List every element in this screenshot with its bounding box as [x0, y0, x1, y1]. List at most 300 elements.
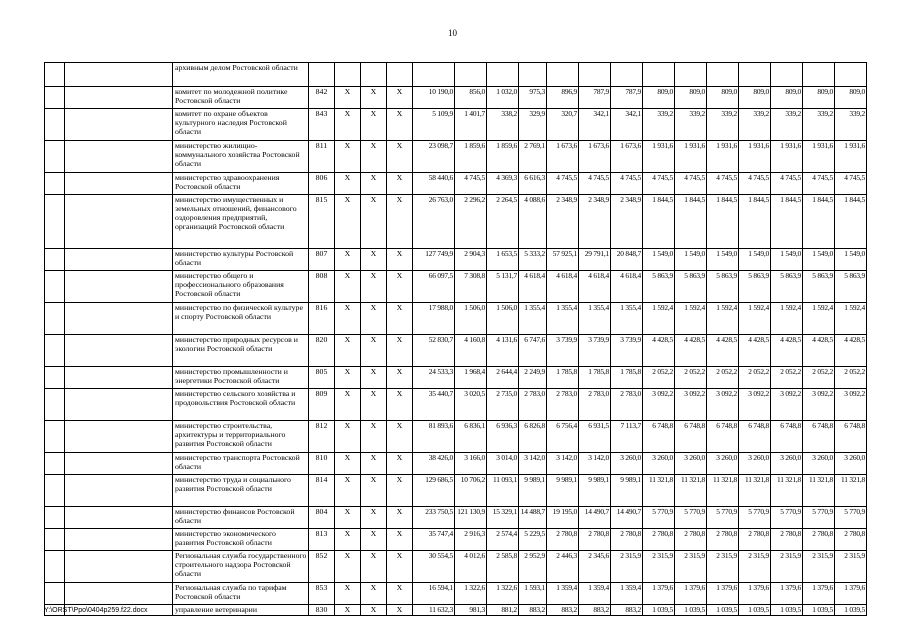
x-cell: X — [335, 109, 361, 141]
value-cell: 11 321,8 — [707, 475, 739, 507]
value-cell: 2 315,9 — [611, 551, 643, 583]
value-cell: 1 506,0 — [487, 303, 519, 335]
table-row — [45, 173, 867, 195]
value-cell: 4 012,6 — [455, 551, 487, 583]
value-cell: 3 092,2 — [675, 389, 707, 421]
value-cell: 2 315,9 — [707, 551, 739, 583]
value-cell: 883,2 — [547, 605, 579, 616]
value-cell: 1 931,6 — [675, 141, 707, 173]
x-cell: X — [361, 507, 387, 529]
table-row — [45, 507, 867, 529]
value-cell: 2 052,2 — [835, 367, 867, 389]
blank-cell — [65, 195, 173, 249]
value-cell: 1 673,6 — [547, 141, 579, 173]
value-cell: 1 355,4 — [519, 303, 547, 335]
value-cell: 6 616,3 — [519, 173, 547, 195]
value-cell: 883,2 — [611, 605, 643, 616]
value-cell: 10 190,0 — [413, 87, 455, 109]
value-cell: 4 428,5 — [739, 335, 771, 367]
x-cell: X — [335, 507, 361, 529]
organization-name-cell: управление ветеринарии — [173, 605, 309, 616]
value-cell: 1 379,6 — [739, 583, 771, 605]
value-cell: 1 785,8 — [611, 367, 643, 389]
value-cell: 1 039,5 — [707, 605, 739, 616]
blank-cell — [65, 583, 173, 605]
value-cell: 1 931,6 — [643, 141, 675, 173]
x-cell: X — [335, 87, 361, 109]
x-cell: X — [361, 551, 387, 583]
value-cell: 127 749,9 — [413, 249, 455, 271]
blank-cell — [45, 87, 65, 109]
value-cell: 1 355,4 — [579, 303, 611, 335]
value-cell: 2 780,8 — [547, 529, 579, 551]
value-cell: 1 032,0 — [487, 87, 519, 109]
value-cell: 2 315,9 — [739, 551, 771, 583]
value-cell: 2 345,6 — [579, 551, 611, 583]
value-cell: 1 592,4 — [739, 303, 771, 335]
value-cell: 5 863,9 — [771, 271, 803, 303]
blank-cell — [45, 63, 65, 87]
value-cell: 4 618,4 — [547, 271, 579, 303]
table-row — [45, 389, 867, 421]
x-cell: X — [387, 271, 413, 303]
code-cell — [309, 63, 335, 87]
x-cell: X — [361, 605, 387, 616]
blank-cell — [45, 421, 65, 453]
x-cell: X — [361, 367, 387, 389]
organization-name-cell: министерство по физической культуре и спорту Ростовской области — [173, 303, 309, 335]
value-cell: 1 549,0 — [771, 249, 803, 271]
organization-name-cell: комитет по охране объектов культурного наследия Ростовской области — [173, 109, 309, 141]
value-cell: 4 131,6 — [487, 335, 519, 367]
value-cell: 14 488,7 — [519, 507, 547, 529]
code-cell: 853 — [309, 583, 335, 605]
value-cell: 975,3 — [519, 87, 547, 109]
table-row — [45, 195, 867, 249]
value-cell: 1 931,6 — [771, 141, 803, 173]
value-cell — [487, 63, 519, 87]
value-cell: 4 618,4 — [519, 271, 547, 303]
value-cell: 5 863,9 — [643, 271, 675, 303]
table-row — [45, 109, 867, 141]
x-cell: X — [335, 271, 361, 303]
x-cell: X — [335, 475, 361, 507]
value-cell: 1 379,6 — [803, 583, 835, 605]
value-cell: 1 844,5 — [803, 195, 835, 249]
value-cell: 6 931,5 — [579, 421, 611, 453]
value-cell: 2 769,1 — [519, 141, 547, 173]
organization-name-cell: министерство транспорта Ростовской области — [173, 453, 309, 475]
value-cell: 9 989,1 — [547, 475, 579, 507]
blank-cell — [65, 475, 173, 507]
organization-name-cell: министерство жилищно-коммунального хозяйства Ростовской области — [173, 141, 309, 173]
value-cell: 3 739,9 — [611, 335, 643, 367]
x-cell: X — [335, 141, 361, 173]
organization-name-cell: министерство экономического развития Ростовской области — [173, 529, 309, 551]
value-cell: 787,9 — [579, 87, 611, 109]
value-cell: 6 748,8 — [707, 421, 739, 453]
value-cell: 4 745,5 — [579, 173, 611, 195]
table-row — [45, 63, 867, 87]
blank-cell — [65, 389, 173, 421]
x-cell: X — [361, 453, 387, 475]
x-cell: X — [335, 389, 361, 421]
value-cell: 2 315,9 — [835, 551, 867, 583]
x-cell: X — [387, 303, 413, 335]
value-cell: 2 780,8 — [643, 529, 675, 551]
value-cell: 11 321,8 — [803, 475, 835, 507]
value-cell: 1 931,6 — [707, 141, 739, 173]
value-cell: 11 321,8 — [643, 475, 675, 507]
code-cell: 804 — [309, 507, 335, 529]
value-cell: 1 593,1 — [519, 583, 547, 605]
value-cell: 2 315,9 — [675, 551, 707, 583]
value-cell: 1 844,5 — [675, 195, 707, 249]
value-cell: 1 039,5 — [835, 605, 867, 616]
blank-cell — [45, 389, 65, 421]
value-cell: 1 355,4 — [611, 303, 643, 335]
value-cell: 6 747,6 — [519, 335, 547, 367]
value-cell: 1 592,4 — [803, 303, 835, 335]
value-cell: 1 039,5 — [771, 605, 803, 616]
x-cell: X — [361, 87, 387, 109]
value-cell: 5 863,9 — [675, 271, 707, 303]
value-cell: 1 592,4 — [675, 303, 707, 335]
value-cell: 1 549,0 — [835, 249, 867, 271]
value-cell: 809,0 — [771, 87, 803, 109]
blank-cell — [45, 583, 65, 605]
table-row — [45, 475, 867, 507]
blank-cell — [65, 507, 173, 529]
table-row — [45, 271, 867, 303]
value-cell: 856,0 — [455, 87, 487, 109]
value-cell — [707, 63, 739, 87]
value-cell: 1 039,5 — [739, 605, 771, 616]
value-cell: 4 745,5 — [643, 173, 675, 195]
code-cell: 810 — [309, 453, 335, 475]
value-cell: 14 490,7 — [611, 507, 643, 529]
value-cell: 1 359,4 — [579, 583, 611, 605]
code-cell: 806 — [309, 173, 335, 195]
file-path: Y:\ORST\Ppo\0404p259.f22.docx — [44, 607, 148, 614]
code-cell: 814 — [309, 475, 335, 507]
organization-name-cell: Региональная служба по тарифам Ростовской области — [173, 583, 309, 605]
x-cell: X — [387, 475, 413, 507]
value-cell: 6 836,1 — [455, 421, 487, 453]
value-cell: 4 745,5 — [771, 173, 803, 195]
table-body — [45, 63, 867, 616]
value-cell: 4 745,5 — [835, 173, 867, 195]
value-cell: 2 952,9 — [519, 551, 547, 583]
value-cell: 1 401,7 — [455, 109, 487, 141]
value-cell: 3 092,2 — [803, 389, 835, 421]
value-cell: 2 780,8 — [579, 529, 611, 551]
value-cell: 1 859,6 — [487, 141, 519, 173]
value-cell: 5 333,2 — [519, 249, 547, 271]
blank-cell — [45, 141, 65, 173]
organization-name-cell: министерство природных ресурсов и экологии Ростовской области — [173, 335, 309, 367]
value-cell: 339,2 — [707, 109, 739, 141]
value-cell — [455, 63, 487, 87]
x-cell: X — [387, 141, 413, 173]
value-cell: 30 554,5 — [413, 551, 455, 583]
value-cell: 3 092,2 — [771, 389, 803, 421]
value-cell: 11 321,8 — [739, 475, 771, 507]
x-cell: X — [387, 367, 413, 389]
value-cell: 19 195,0 — [547, 507, 579, 529]
value-cell: 1 039,5 — [675, 605, 707, 616]
value-cell: 1 968,4 — [455, 367, 487, 389]
value-cell: 3 092,2 — [739, 389, 771, 421]
value-cell: 2 315,9 — [643, 551, 675, 583]
value-cell: 2 780,8 — [803, 529, 835, 551]
value-cell: 81 893,6 — [413, 421, 455, 453]
value-cell: 5 229,5 — [519, 529, 547, 551]
code-cell: 809 — [309, 389, 335, 421]
value-cell: 5 770,9 — [707, 507, 739, 529]
value-cell: 2 052,2 — [771, 367, 803, 389]
value-cell: 329,9 — [519, 109, 547, 141]
value-cell: 2 780,8 — [675, 529, 707, 551]
x-cell: X — [335, 335, 361, 367]
blank-cell — [45, 475, 65, 507]
value-cell: 1 379,6 — [643, 583, 675, 605]
value-cell: 1 844,5 — [739, 195, 771, 249]
value-cell: 5 863,9 — [835, 271, 867, 303]
value-cell: 5 863,9 — [803, 271, 835, 303]
x-cell: X — [335, 529, 361, 551]
x-cell: X — [335, 453, 361, 475]
value-cell: 809,0 — [739, 87, 771, 109]
value-cell: 233 750,5 — [413, 507, 455, 529]
value-cell: 6 748,8 — [803, 421, 835, 453]
value-cell: 3 092,2 — [643, 389, 675, 421]
value-cell: 3 260,0 — [803, 453, 835, 475]
value-cell: 1 592,4 — [707, 303, 739, 335]
value-cell: 57 925,1 — [547, 249, 579, 271]
value-cell: 2 052,2 — [675, 367, 707, 389]
x-cell: X — [387, 453, 413, 475]
value-cell: 6 936,3 — [487, 421, 519, 453]
value-cell: 339,2 — [771, 109, 803, 141]
blank-cell — [45, 173, 65, 195]
blank-cell — [65, 173, 173, 195]
x-cell: X — [361, 195, 387, 249]
organization-name-cell: министерство общего и профессионального образования Ростовской области — [173, 271, 309, 303]
blank-cell — [45, 249, 65, 271]
value-cell: 4 428,5 — [707, 335, 739, 367]
x-cell: X — [387, 389, 413, 421]
value-cell: 1 785,8 — [579, 367, 611, 389]
value-cell: 1 549,0 — [803, 249, 835, 271]
table-row — [45, 605, 867, 616]
value-cell: 1 931,6 — [803, 141, 835, 173]
value-cell: 1 359,4 — [547, 583, 579, 605]
value-cell: 3 142,0 — [579, 453, 611, 475]
value-cell: 4 369,3 — [487, 173, 519, 195]
x-cell: X — [335, 195, 361, 249]
blank-cell — [45, 271, 65, 303]
value-cell: 1 379,6 — [771, 583, 803, 605]
x-cell: X — [361, 271, 387, 303]
value-cell: 3 020,5 — [455, 389, 487, 421]
organization-name-cell: Региональная служба государственного строительного надзора Ростовской области — [173, 551, 309, 583]
value-cell: 809,0 — [675, 87, 707, 109]
value-cell: 3 260,0 — [611, 453, 643, 475]
x-cell: X — [387, 195, 413, 249]
value-cell: 23 098,7 — [413, 141, 455, 173]
x-cell: X — [361, 109, 387, 141]
value-cell: 17 988,0 — [413, 303, 455, 335]
value-cell: 809,0 — [643, 87, 675, 109]
value-cell: 4 745,5 — [803, 173, 835, 195]
value-cell: 787,9 — [611, 87, 643, 109]
value-cell: 342,1 — [611, 109, 643, 141]
value-cell: 1 653,5 — [487, 249, 519, 271]
value-cell: 1 785,8 — [547, 367, 579, 389]
value-cell: 4 745,5 — [739, 173, 771, 195]
value-cell: 3 166,0 — [455, 453, 487, 475]
value-cell — [803, 63, 835, 87]
value-cell: 2 348,9 — [579, 195, 611, 249]
value-cell: 3 260,0 — [643, 453, 675, 475]
x-cell: X — [335, 173, 361, 195]
x-cell: X — [361, 529, 387, 551]
table-row — [45, 551, 867, 583]
value-cell: 3 739,9 — [579, 335, 611, 367]
value-cell: 3 260,0 — [835, 453, 867, 475]
organization-name-cell: комитет по молодежной политике Ростовской области — [173, 87, 309, 109]
organization-name-cell: министерство сельского хозяйства и продовольствия Ростовской области — [173, 389, 309, 421]
value-cell: 4 160,8 — [455, 335, 487, 367]
table-row — [45, 335, 867, 367]
value-cell: 2 644,4 — [487, 367, 519, 389]
x-cell: X — [361, 335, 387, 367]
value-cell: 2 916,3 — [455, 529, 487, 551]
x-cell: X — [387, 87, 413, 109]
table-row — [45, 421, 867, 453]
value-cell — [519, 63, 547, 87]
blank-cell — [45, 367, 65, 389]
blank-cell — [65, 335, 173, 367]
value-cell: 2 780,8 — [739, 529, 771, 551]
table-row — [45, 453, 867, 475]
value-cell: 2 574,4 — [487, 529, 519, 551]
value-cell: 3 014,0 — [487, 453, 519, 475]
value-cell: 1 673,6 — [611, 141, 643, 173]
code-cell: 816 — [309, 303, 335, 335]
blank-cell — [45, 453, 65, 475]
value-cell: 29 791,1 — [579, 249, 611, 271]
x-cell: X — [335, 303, 361, 335]
value-cell: 4 745,5 — [675, 173, 707, 195]
value-cell: 3 260,0 — [739, 453, 771, 475]
value-cell: 9 989,1 — [611, 475, 643, 507]
x-cell: X — [387, 421, 413, 453]
code-cell: 811 — [309, 141, 335, 173]
value-cell: 1 859,6 — [455, 141, 487, 173]
value-cell — [579, 63, 611, 87]
value-cell: 11 093,1 — [487, 475, 519, 507]
value-cell: 14 490,7 — [579, 507, 611, 529]
value-cell: 2 052,2 — [707, 367, 739, 389]
code-cell: 820 — [309, 335, 335, 367]
value-cell: 4 428,5 — [675, 335, 707, 367]
x-cell: X — [361, 475, 387, 507]
blank-cell — [45, 507, 65, 529]
value-cell: 339,2 — [835, 109, 867, 141]
organization-name-cell: министерство финансов Ростовской области — [173, 507, 309, 529]
value-cell: 4 745,5 — [707, 173, 739, 195]
value-cell: 2 249,9 — [519, 367, 547, 389]
code-cell: 815 — [309, 195, 335, 249]
value-cell: 1 379,6 — [835, 583, 867, 605]
x-cell: X — [361, 421, 387, 453]
value-cell: 883,2 — [519, 605, 547, 616]
code-cell: 843 — [309, 109, 335, 141]
table-row — [45, 303, 867, 335]
value-cell: 4 088,6 — [519, 195, 547, 249]
blank-cell — [65, 271, 173, 303]
value-cell: 339,2 — [803, 109, 835, 141]
value-cell: 5 770,9 — [803, 507, 835, 529]
value-cell: 4 428,5 — [771, 335, 803, 367]
value-cell: 9 989,1 — [579, 475, 611, 507]
value-cell: 1 322,6 — [487, 583, 519, 605]
value-cell: 7 308,8 — [455, 271, 487, 303]
value-cell: 38 426,0 — [413, 453, 455, 475]
x-cell: X — [387, 335, 413, 367]
value-cell: 1 592,4 — [771, 303, 803, 335]
value-cell: 1 844,5 — [835, 195, 867, 249]
value-cell: 2 780,8 — [771, 529, 803, 551]
value-cell: 981,3 — [455, 605, 487, 616]
value-cell: 1 549,0 — [643, 249, 675, 271]
organization-name-cell: министерство труда и социального развития Ростовской области — [173, 475, 309, 507]
value-cell: 4 745,5 — [455, 173, 487, 195]
organization-name-cell: министерство здравоохранения Ростовской области — [173, 173, 309, 195]
value-cell: 1 379,6 — [707, 583, 739, 605]
value-cell: 1 592,4 — [835, 303, 867, 335]
x-cell: X — [387, 249, 413, 271]
code-cell: 812 — [309, 421, 335, 453]
value-cell: 1 549,0 — [707, 249, 739, 271]
value-cell: 3 260,0 — [707, 453, 739, 475]
value-cell: 10 706,2 — [455, 475, 487, 507]
value-cell: 1 039,5 — [643, 605, 675, 616]
table-row — [45, 87, 867, 109]
value-cell: 4 428,5 — [803, 335, 835, 367]
value-cell: 4 428,5 — [835, 335, 867, 367]
value-cell: 3 142,0 — [547, 453, 579, 475]
value-cell: 2 783,0 — [611, 389, 643, 421]
value-cell: 339,2 — [739, 109, 771, 141]
blank-cell — [65, 551, 173, 583]
value-cell: 2 904,3 — [455, 249, 487, 271]
value-cell: 58 440,6 — [413, 173, 455, 195]
organization-name-cell: министерство культуры Ростовской области — [173, 249, 309, 271]
blank-cell — [65, 249, 173, 271]
value-cell: 4 428,5 — [643, 335, 675, 367]
value-cell: 1 379,6 — [675, 583, 707, 605]
value-cell: 1 549,0 — [739, 249, 771, 271]
value-cell: 809,0 — [835, 87, 867, 109]
blank-cell — [45, 195, 65, 249]
blank-cell — [65, 87, 173, 109]
value-cell: 2 315,9 — [771, 551, 803, 583]
blank-cell — [65, 141, 173, 173]
x-cell — [335, 63, 361, 87]
